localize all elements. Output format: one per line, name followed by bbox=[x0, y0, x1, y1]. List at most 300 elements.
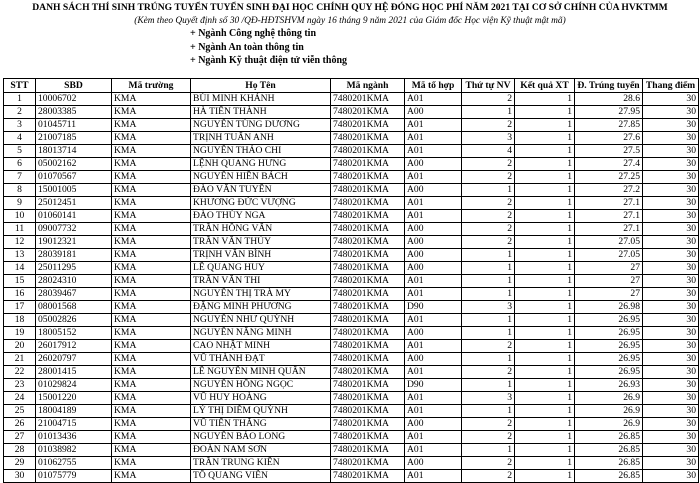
cell-diem-trung-tuyen: 26.85 bbox=[575, 457, 643, 470]
cell-stt: 25 bbox=[4, 405, 36, 418]
cell-ho-ten: VŨ TIẾN THẮNG bbox=[191, 418, 331, 431]
table-row bbox=[4, 418, 699, 431]
cell-ma-to-hop: A00 bbox=[405, 327, 462, 340]
cell-ma-truong: KMA bbox=[112, 392, 191, 405]
cell-ho-ten: TRẦN VĂN THI bbox=[191, 275, 331, 288]
cell-ket-qua-xt: 1 bbox=[515, 93, 575, 106]
cell-sbd: 05002162 bbox=[36, 158, 112, 171]
cell-thu-tu-nv: 2 bbox=[462, 223, 515, 236]
cell-sbd: 21004715 bbox=[36, 418, 112, 431]
cell-ma-to-hop: A01 bbox=[405, 431, 462, 444]
cell-ma-truong: KMA bbox=[112, 379, 191, 392]
table-row bbox=[4, 431, 699, 444]
table-row bbox=[4, 405, 699, 418]
cell-sbd: 10006702 bbox=[36, 93, 112, 106]
cell-stt: 9 bbox=[4, 197, 36, 210]
cell-thu-tu-nv: 2 bbox=[462, 470, 515, 483]
cell-sbd: 28003385 bbox=[36, 106, 112, 119]
cell-diem-trung-tuyen: 27.05 bbox=[575, 236, 643, 249]
cell-ma-truong: KMA bbox=[112, 210, 191, 223]
cell-diem-trung-tuyen: 27.05 bbox=[575, 249, 643, 262]
table-row bbox=[4, 470, 699, 483]
cell-ket-qua-xt: 1 bbox=[515, 327, 575, 340]
column-header-ma-nganh: Mã ngành bbox=[331, 79, 405, 93]
cell-ma-nganh: 7480201KMA bbox=[331, 132, 405, 145]
cell-thang-diem: 30 bbox=[643, 262, 699, 275]
cell-ket-qua-xt: 1 bbox=[515, 262, 575, 275]
cell-ho-ten: TRẦN HỒNG VÂN bbox=[191, 223, 331, 236]
cell-ma-nganh: 7480201KMA bbox=[331, 184, 405, 197]
cell-ho-ten: TRỊNH VĂN BÌNH bbox=[191, 249, 331, 262]
cell-ma-nganh: 7480201KMA bbox=[331, 236, 405, 249]
cell-ho-ten: NGUYỄN BẢO LONG bbox=[191, 431, 331, 444]
cell-thang-diem: 30 bbox=[643, 158, 699, 171]
cell-diem-trung-tuyen: 26.95 bbox=[575, 327, 643, 340]
cell-stt: 15 bbox=[4, 275, 36, 288]
cell-ket-qua-xt: 1 bbox=[515, 340, 575, 353]
cell-diem-trung-tuyen: 26.95 bbox=[575, 340, 643, 353]
cell-ma-to-hop: A01 bbox=[405, 171, 462, 184]
cell-ma-truong: KMA bbox=[112, 236, 191, 249]
cell-ket-qua-xt: 1 bbox=[515, 132, 575, 145]
cell-diem-trung-tuyen: 26.95 bbox=[575, 314, 643, 327]
cell-ket-qua-xt: 1 bbox=[515, 171, 575, 184]
table-row bbox=[4, 93, 699, 106]
cell-ma-to-hop: A01 bbox=[405, 444, 462, 457]
cell-ket-qua-xt: 1 bbox=[515, 405, 575, 418]
cell-ma-to-hop: A01 bbox=[405, 197, 462, 210]
cell-diem-trung-tuyen: 26.95 bbox=[575, 353, 643, 366]
table-row bbox=[4, 197, 699, 210]
cell-thu-tu-nv: 2 bbox=[462, 158, 515, 171]
cell-stt: 18 bbox=[4, 314, 36, 327]
column-header-diem-trung-tuyen: Đ. Trúng tuyển bbox=[575, 79, 643, 93]
cell-ma-truong: KMA bbox=[112, 171, 191, 184]
cell-ket-qua-xt: 1 bbox=[515, 366, 575, 379]
cell-thu-tu-nv: 1 bbox=[462, 353, 515, 366]
cell-sbd: 26017912 bbox=[36, 340, 112, 353]
cell-ma-nganh: 7480201KMA bbox=[331, 93, 405, 106]
cell-ma-truong: KMA bbox=[112, 353, 191, 366]
cell-ma-to-hop: A00 bbox=[405, 223, 462, 236]
results-table bbox=[3, 78, 699, 483]
cell-ket-qua-xt: 1 bbox=[515, 145, 575, 158]
cell-thu-tu-nv: 1 bbox=[462, 327, 515, 340]
cell-sbd: 25011295 bbox=[36, 262, 112, 275]
column-header-ma-to-hop: Mã tổ hợp bbox=[405, 79, 462, 93]
cell-ma-truong: KMA bbox=[112, 223, 191, 236]
cell-ho-ten: NGUYỄN NHƯ QUỲNH bbox=[191, 314, 331, 327]
cell-ma-to-hop: A01 bbox=[405, 132, 462, 145]
cell-ma-nganh: 7480201KMA bbox=[331, 249, 405, 262]
cell-stt: 19 bbox=[4, 327, 36, 340]
cell-thang-diem: 30 bbox=[643, 431, 699, 444]
cell-diem-trung-tuyen: 27 bbox=[575, 262, 643, 275]
cell-thang-diem: 30 bbox=[643, 106, 699, 119]
cell-thang-diem: 30 bbox=[643, 392, 699, 405]
cell-sbd: 19012321 bbox=[36, 236, 112, 249]
cell-sbd: 18013714 bbox=[36, 145, 112, 158]
cell-thang-diem: 30 bbox=[643, 249, 699, 262]
cell-ket-qua-xt: 1 bbox=[515, 392, 575, 405]
cell-stt: 6 bbox=[4, 158, 36, 171]
cell-ma-truong: KMA bbox=[112, 340, 191, 353]
cell-ho-ten: LÊ NGUYỄN MINH QUÂN bbox=[191, 366, 331, 379]
cell-thu-tu-nv: 2 bbox=[462, 418, 515, 431]
cell-sbd: 28039181 bbox=[36, 249, 112, 262]
cell-ma-to-hop: A01 bbox=[405, 366, 462, 379]
cell-diem-trung-tuyen: 27.25 bbox=[575, 171, 643, 184]
cell-ma-to-hop: A01 bbox=[405, 405, 462, 418]
cell-ma-nganh: 7480201KMA bbox=[331, 171, 405, 184]
cell-ma-to-hop: A00 bbox=[405, 418, 462, 431]
cell-thu-tu-nv: 1 bbox=[462, 379, 515, 392]
cell-stt: 16 bbox=[4, 288, 36, 301]
cell-stt: 20 bbox=[4, 340, 36, 353]
cell-ho-ten: NGUYỄN HỒNG NGỌC bbox=[191, 379, 331, 392]
column-header-stt: STT bbox=[4, 79, 36, 93]
cell-diem-trung-tuyen: 27.4 bbox=[575, 158, 643, 171]
table-row bbox=[4, 457, 699, 470]
cell-thang-diem: 30 bbox=[643, 340, 699, 353]
cell-thang-diem: 30 bbox=[643, 236, 699, 249]
cell-sbd: 01038982 bbox=[36, 444, 112, 457]
cell-ma-nganh: 7480201KMA bbox=[331, 223, 405, 236]
cell-thang-diem: 30 bbox=[643, 184, 699, 197]
cell-ma-to-hop: A01 bbox=[405, 340, 462, 353]
cell-thu-tu-nv: 1 bbox=[462, 249, 515, 262]
table-body bbox=[4, 93, 699, 483]
column-header-thang-diem: Thang điểm bbox=[643, 79, 699, 93]
table-row bbox=[4, 327, 699, 340]
cell-stt: 3 bbox=[4, 119, 36, 132]
cell-ma-to-hop: A00 bbox=[405, 236, 462, 249]
cell-ket-qua-xt: 1 bbox=[515, 106, 575, 119]
cell-stt: 12 bbox=[4, 236, 36, 249]
cell-stt: 30 bbox=[4, 470, 36, 483]
cell-ma-to-hop: D90 bbox=[405, 301, 462, 314]
cell-sbd: 28039467 bbox=[36, 288, 112, 301]
cell-thang-diem: 30 bbox=[643, 223, 699, 236]
cell-ma-nganh: 7480201KMA bbox=[331, 405, 405, 418]
cell-thu-tu-nv: 2 bbox=[462, 171, 515, 184]
cell-sbd: 08001568 bbox=[36, 301, 112, 314]
cell-ket-qua-xt: 1 bbox=[515, 444, 575, 457]
cell-ma-to-hop: A01 bbox=[405, 275, 462, 288]
cell-stt: 28 bbox=[4, 444, 36, 457]
cell-diem-trung-tuyen: 27.5 bbox=[575, 145, 643, 158]
cell-ket-qua-xt: 1 bbox=[515, 457, 575, 470]
cell-ket-qua-xt: 1 bbox=[515, 418, 575, 431]
table-row bbox=[4, 353, 699, 366]
cell-ma-nganh: 7480201KMA bbox=[331, 288, 405, 301]
cell-ma-to-hop: D90 bbox=[405, 379, 462, 392]
cell-thu-tu-nv: 4 bbox=[462, 145, 515, 158]
cell-thang-diem: 30 bbox=[643, 418, 699, 431]
cell-ho-ten: CAO NHẬT MINH bbox=[191, 340, 331, 353]
cell-ho-ten: VŨ HUY HOÀNG bbox=[191, 392, 331, 405]
cell-thu-tu-nv: 1 bbox=[462, 275, 515, 288]
cell-diem-trung-tuyen: 26.9 bbox=[575, 392, 643, 405]
cell-thang-diem: 30 bbox=[643, 132, 699, 145]
cell-ma-nganh: 7480201KMA bbox=[331, 106, 405, 119]
table-row bbox=[4, 223, 699, 236]
cell-ma-truong: KMA bbox=[112, 301, 191, 314]
cell-thang-diem: 30 bbox=[643, 301, 699, 314]
major-item: + Ngành Kỹ thuật điện tử viễn thông bbox=[190, 55, 348, 66]
cell-diem-trung-tuyen: 26.98 bbox=[575, 301, 643, 314]
cell-ma-to-hop: A00 bbox=[405, 249, 462, 262]
cell-ho-ten: TÔ QUANG VIỄN bbox=[191, 470, 331, 483]
cell-ma-to-hop: A01 bbox=[405, 93, 462, 106]
cell-ma-truong: KMA bbox=[112, 119, 191, 132]
cell-ket-qua-xt: 1 bbox=[515, 197, 575, 210]
table-row bbox=[4, 288, 699, 301]
cell-ma-to-hop: A01 bbox=[405, 314, 462, 327]
cell-ket-qua-xt: 1 bbox=[515, 223, 575, 236]
cell-thang-diem: 30 bbox=[643, 93, 699, 106]
cell-thu-tu-nv: 3 bbox=[462, 132, 515, 145]
cell-diem-trung-tuyen: 27.1 bbox=[575, 210, 643, 223]
cell-thu-tu-nv: 1 bbox=[462, 444, 515, 457]
cell-ma-nganh: 7480201KMA bbox=[331, 379, 405, 392]
cell-stt: 7 bbox=[4, 171, 36, 184]
cell-ma-nganh: 7480201KMA bbox=[331, 314, 405, 327]
cell-diem-trung-tuyen: 27 bbox=[575, 275, 643, 288]
cell-thang-diem: 30 bbox=[643, 366, 699, 379]
cell-ma-truong: KMA bbox=[112, 145, 191, 158]
table-row bbox=[4, 184, 699, 197]
cell-ma-truong: KMA bbox=[112, 457, 191, 470]
cell-ho-ten: NGUYỄN HIỀN BÁCH bbox=[191, 171, 331, 184]
cell-ket-qua-xt: 1 bbox=[515, 288, 575, 301]
table-row bbox=[4, 249, 699, 262]
cell-ma-nganh: 7480201KMA bbox=[331, 210, 405, 223]
cell-ho-ten: LÊ QUANG HUY bbox=[191, 262, 331, 275]
cell-stt: 14 bbox=[4, 262, 36, 275]
cell-ma-nganh: 7480201KMA bbox=[331, 145, 405, 158]
cell-ho-ten: TRỊNH TUẤN ANH bbox=[191, 132, 331, 145]
cell-sbd: 05002826 bbox=[36, 314, 112, 327]
cell-sbd: 01075779 bbox=[36, 470, 112, 483]
cell-ma-to-hop: A00 bbox=[405, 184, 462, 197]
cell-ma-nganh: 7480201KMA bbox=[331, 353, 405, 366]
cell-ma-nganh: 7480201KMA bbox=[331, 301, 405, 314]
table-row bbox=[4, 392, 699, 405]
table-row bbox=[4, 444, 699, 457]
cell-ho-ten: TRẦN TRUNG KIÊN bbox=[191, 457, 331, 470]
cell-ket-qua-xt: 1 bbox=[515, 275, 575, 288]
cell-ho-ten: ĐẶNG MINH PHƯƠNG bbox=[191, 301, 331, 314]
table-row bbox=[4, 340, 699, 353]
cell-sbd: 15001220 bbox=[36, 392, 112, 405]
cell-ma-nganh: 7480201KMA bbox=[331, 431, 405, 444]
cell-sbd: 18004189 bbox=[36, 405, 112, 418]
cell-ma-nganh: 7480201KMA bbox=[331, 262, 405, 275]
majors-list bbox=[190, 27, 347, 68]
cell-thu-tu-nv: 2 bbox=[462, 236, 515, 249]
column-header-ket-qua-xt: Kết quả XT bbox=[515, 79, 575, 93]
cell-ket-qua-xt: 1 bbox=[515, 249, 575, 262]
cell-diem-trung-tuyen: 27.6 bbox=[575, 132, 643, 145]
cell-thang-diem: 30 bbox=[643, 379, 699, 392]
cell-thang-diem: 30 bbox=[643, 145, 699, 158]
column-header-ho-ten: Họ Tên bbox=[191, 79, 331, 93]
cell-stt: 21 bbox=[4, 353, 36, 366]
cell-diem-trung-tuyen: 27.2 bbox=[575, 184, 643, 197]
cell-thu-tu-nv: 2 bbox=[462, 93, 515, 106]
cell-stt: 1 bbox=[4, 93, 36, 106]
cell-ma-to-hop: A01 bbox=[405, 210, 462, 223]
table-row bbox=[4, 171, 699, 184]
table-row bbox=[4, 210, 699, 223]
cell-ho-ten: ĐÀO THÙY NGA bbox=[191, 210, 331, 223]
table-row bbox=[4, 236, 699, 249]
cell-ho-ten: VŨ THÀNH ĐẠT bbox=[191, 353, 331, 366]
cell-ma-nganh: 7480201KMA bbox=[331, 470, 405, 483]
cell-ho-ten: HÀ TIẾN THÀNH bbox=[191, 106, 331, 119]
cell-thang-diem: 30 bbox=[643, 119, 699, 132]
cell-diem-trung-tuyen: 26.85 bbox=[575, 470, 643, 483]
cell-thu-tu-nv: 2 bbox=[462, 210, 515, 223]
cell-stt: 8 bbox=[4, 184, 36, 197]
cell-diem-trung-tuyen: 26.85 bbox=[575, 444, 643, 457]
cell-ma-truong: KMA bbox=[112, 405, 191, 418]
cell-sbd: 01045711 bbox=[36, 119, 112, 132]
cell-diem-trung-tuyen: 27.95 bbox=[575, 106, 643, 119]
cell-diem-trung-tuyen: 27.85 bbox=[575, 119, 643, 132]
cell-ma-nganh: 7480201KMA bbox=[331, 327, 405, 340]
cell-thu-tu-nv: 1 bbox=[462, 184, 515, 197]
cell-sbd: 01062755 bbox=[36, 457, 112, 470]
cell-ho-ten: NGUYỄN THỊ TRÀ MY bbox=[191, 288, 331, 301]
cell-stt: 22 bbox=[4, 366, 36, 379]
cell-ket-qua-xt: 1 bbox=[515, 314, 575, 327]
cell-ket-qua-xt: 1 bbox=[515, 158, 575, 171]
cell-thu-tu-nv: 2 bbox=[462, 366, 515, 379]
cell-ma-truong: KMA bbox=[112, 184, 191, 197]
cell-ket-qua-xt: 1 bbox=[515, 379, 575, 392]
cell-ket-qua-xt: 1 bbox=[515, 236, 575, 249]
cell-sbd: 28001415 bbox=[36, 366, 112, 379]
cell-ho-ten: NGUYỄN NĂNG MINH bbox=[191, 327, 331, 340]
cell-thu-tu-nv: 1 bbox=[462, 288, 515, 301]
cell-ma-to-hop: A00 bbox=[405, 106, 462, 119]
cell-stt: 10 bbox=[4, 210, 36, 223]
cell-ket-qua-xt: 1 bbox=[515, 184, 575, 197]
cell-thu-tu-nv: 1 bbox=[462, 314, 515, 327]
table-row bbox=[4, 119, 699, 132]
cell-thu-tu-nv: 2 bbox=[462, 340, 515, 353]
cell-thu-tu-nv: 2 bbox=[462, 197, 515, 210]
cell-ma-truong: KMA bbox=[112, 470, 191, 483]
document-title: DANH SÁCH THÍ SINH TRÚNG TUYỂN TUYỂN SINH ĐẠI HỌC CHÍNH QUY HỆ ĐÓNG HỌC PHÍ NĂM 2021 TẠI CƠ SỞ CHÍNH CỦA HVKTMM bbox=[32, 2, 668, 13]
cell-sbd: 01070567 bbox=[36, 171, 112, 184]
cell-ket-qua-xt: 1 bbox=[515, 210, 575, 223]
cell-stt: 11 bbox=[4, 223, 36, 236]
cell-thang-diem: 30 bbox=[643, 457, 699, 470]
table-header-row bbox=[4, 79, 699, 93]
cell-ma-truong: KMA bbox=[112, 418, 191, 431]
cell-stt: 17 bbox=[4, 301, 36, 314]
cell-ma-truong: KMA bbox=[112, 366, 191, 379]
cell-ma-truong: KMA bbox=[112, 275, 191, 288]
column-header-ma-truong: Mã trường bbox=[112, 79, 191, 93]
cell-thang-diem: 30 bbox=[643, 327, 699, 340]
cell-ma-nganh: 7480201KMA bbox=[331, 197, 405, 210]
cell-ma-to-hop: A01 bbox=[405, 145, 462, 158]
major-item: + Ngành Công nghệ thông tin bbox=[190, 28, 317, 39]
cell-sbd: 18005152 bbox=[36, 327, 112, 340]
table-row bbox=[4, 132, 699, 145]
cell-sbd: 09007732 bbox=[36, 223, 112, 236]
table-row bbox=[4, 275, 699, 288]
cell-ho-ten: KHƯƠNG ĐỨC VƯỢNG bbox=[191, 197, 331, 210]
cell-ma-nganh: 7480201KMA bbox=[331, 119, 405, 132]
cell-ma-nganh: 7480201KMA bbox=[331, 444, 405, 457]
cell-stt: 2 bbox=[4, 106, 36, 119]
table-row bbox=[4, 262, 699, 275]
cell-thang-diem: 30 bbox=[643, 288, 699, 301]
cell-ma-truong: KMA bbox=[112, 93, 191, 106]
cell-ma-truong: KMA bbox=[112, 249, 191, 262]
cell-ma-to-hop: A00 bbox=[405, 353, 462, 366]
cell-sbd: 15001005 bbox=[36, 184, 112, 197]
cell-ma-truong: KMA bbox=[112, 132, 191, 145]
cell-thang-diem: 30 bbox=[643, 197, 699, 210]
cell-stt: 23 bbox=[4, 379, 36, 392]
cell-ket-qua-xt: 1 bbox=[515, 431, 575, 444]
cell-diem-trung-tuyen: 26.9 bbox=[575, 405, 643, 418]
cell-stt: 27 bbox=[4, 431, 36, 444]
cell-thu-tu-nv: 2 bbox=[462, 457, 515, 470]
cell-ma-truong: KMA bbox=[112, 158, 191, 171]
table-row bbox=[4, 158, 699, 171]
cell-ma-truong: KMA bbox=[112, 288, 191, 301]
cell-ma-truong: KMA bbox=[112, 314, 191, 327]
cell-thu-tu-nv: 3 bbox=[462, 301, 515, 314]
cell-stt: 26 bbox=[4, 418, 36, 431]
cell-stt: 4 bbox=[4, 132, 36, 145]
cell-ma-nganh: 7480201KMA bbox=[331, 392, 405, 405]
table-row bbox=[4, 314, 699, 327]
cell-ho-ten: ĐÀO VĂN TUYÊN bbox=[191, 184, 331, 197]
cell-ma-nganh: 7480201KMA bbox=[331, 457, 405, 470]
cell-ket-qua-xt: 1 bbox=[515, 353, 575, 366]
cell-ho-ten: ĐOÀN NAM SƠN bbox=[191, 444, 331, 457]
table-row bbox=[4, 301, 699, 314]
cell-ma-nganh: 7480201KMA bbox=[331, 158, 405, 171]
table-row bbox=[4, 366, 699, 379]
cell-stt: 24 bbox=[4, 392, 36, 405]
cell-sbd: 21007185 bbox=[36, 132, 112, 145]
cell-ho-ten: LÝ THỊ DIỄM QUỲNH bbox=[191, 405, 331, 418]
cell-stt: 29 bbox=[4, 457, 36, 470]
cell-thu-tu-nv: 1 bbox=[462, 106, 515, 119]
cell-ma-to-hop: A01 bbox=[405, 470, 462, 483]
cell-ma-truong: KMA bbox=[112, 197, 191, 210]
cell-thu-tu-nv: 2 bbox=[462, 431, 515, 444]
cell-thang-diem: 30 bbox=[643, 444, 699, 457]
cell-sbd: 25012451 bbox=[36, 197, 112, 210]
cell-thu-tu-nv: 1 bbox=[462, 262, 515, 275]
cell-thang-diem: 30 bbox=[643, 171, 699, 184]
table-row bbox=[4, 106, 699, 119]
cell-diem-trung-tuyen: 26.85 bbox=[575, 431, 643, 444]
table-row bbox=[4, 379, 699, 392]
cell-ma-nganh: 7480201KMA bbox=[331, 340, 405, 353]
cell-ket-qua-xt: 1 bbox=[515, 470, 575, 483]
